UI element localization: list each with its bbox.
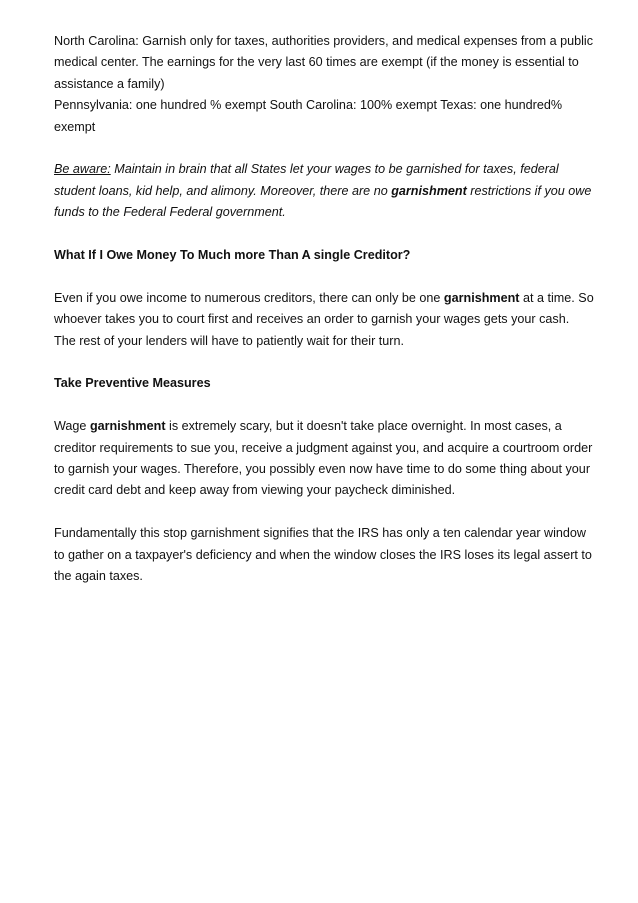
creditor-text-before: Even if you owe income to numerous creditors, there can only be one	[54, 290, 444, 305]
creditor-text-after: at a time. So whoever takes you to court first and receives an order to garnish your wages gets your cash. The rest of your lenders will have to patiently wait for their turn.	[54, 290, 594, 348]
creditor-keyword: garnishment	[443, 290, 520, 305]
preventive-heading: Take Preventive Measures	[54, 376, 211, 391]
be-aware-text-before: Maintain in brain that all States let your wages to be garnished for taxes, federal student loans, kid help, and alimony. Moreover, there are no	[54, 162, 559, 198]
creditor-paragraph	[54, 288, 594, 352]
creditor-heading: What If I Owe Money To Much more Than A single Creditor?	[54, 248, 411, 263]
be-aware-text-after: restrictions if you owe funds to the Federal Federal government.	[54, 183, 592, 220]
pa-sc-tx-paragraph: Pennsylvania: one hundred % exempt South Carolina: 100% exempt Texas: one hundred% exempt	[54, 98, 563, 134]
preventive-text-before: Wage	[54, 419, 90, 434]
document-page	[54, 31, 594, 587]
preventive-paragraph	[54, 416, 594, 502]
preventive-keyword: garnishment	[89, 419, 166, 434]
be-aware-label: Be aware:	[54, 162, 111, 177]
closing-paragraph: Fundamentally this stop garnishment signifies that the IRS has only a ten calendar year window to gather on a taxpayer's deficiency and when the window closes the IRS loses its legal assert to the again taxes.	[54, 526, 592, 584]
preventive-text-after: is extremely scary, but it doesn't take place overnight. In most cases, a creditor requirements to sue you, receive a judgment against you, and acquire a courtroom order to garnish your wages. Therefore, you possibly even now have time to do some thing about your credit card debt and keep away from viewing your paycheck diminished.	[54, 419, 593, 498]
be-aware-keyword: garnishment	[391, 183, 467, 198]
north-carolina-paragraph: North Carolina: Garnish only for taxes, authorities providers, and medical expenses from a public medical center. The earnings for the very last 60 times are exempt (if the money is essential to assistance a family)	[54, 34, 593, 91]
be-aware-paragraph	[54, 159, 594, 223]
